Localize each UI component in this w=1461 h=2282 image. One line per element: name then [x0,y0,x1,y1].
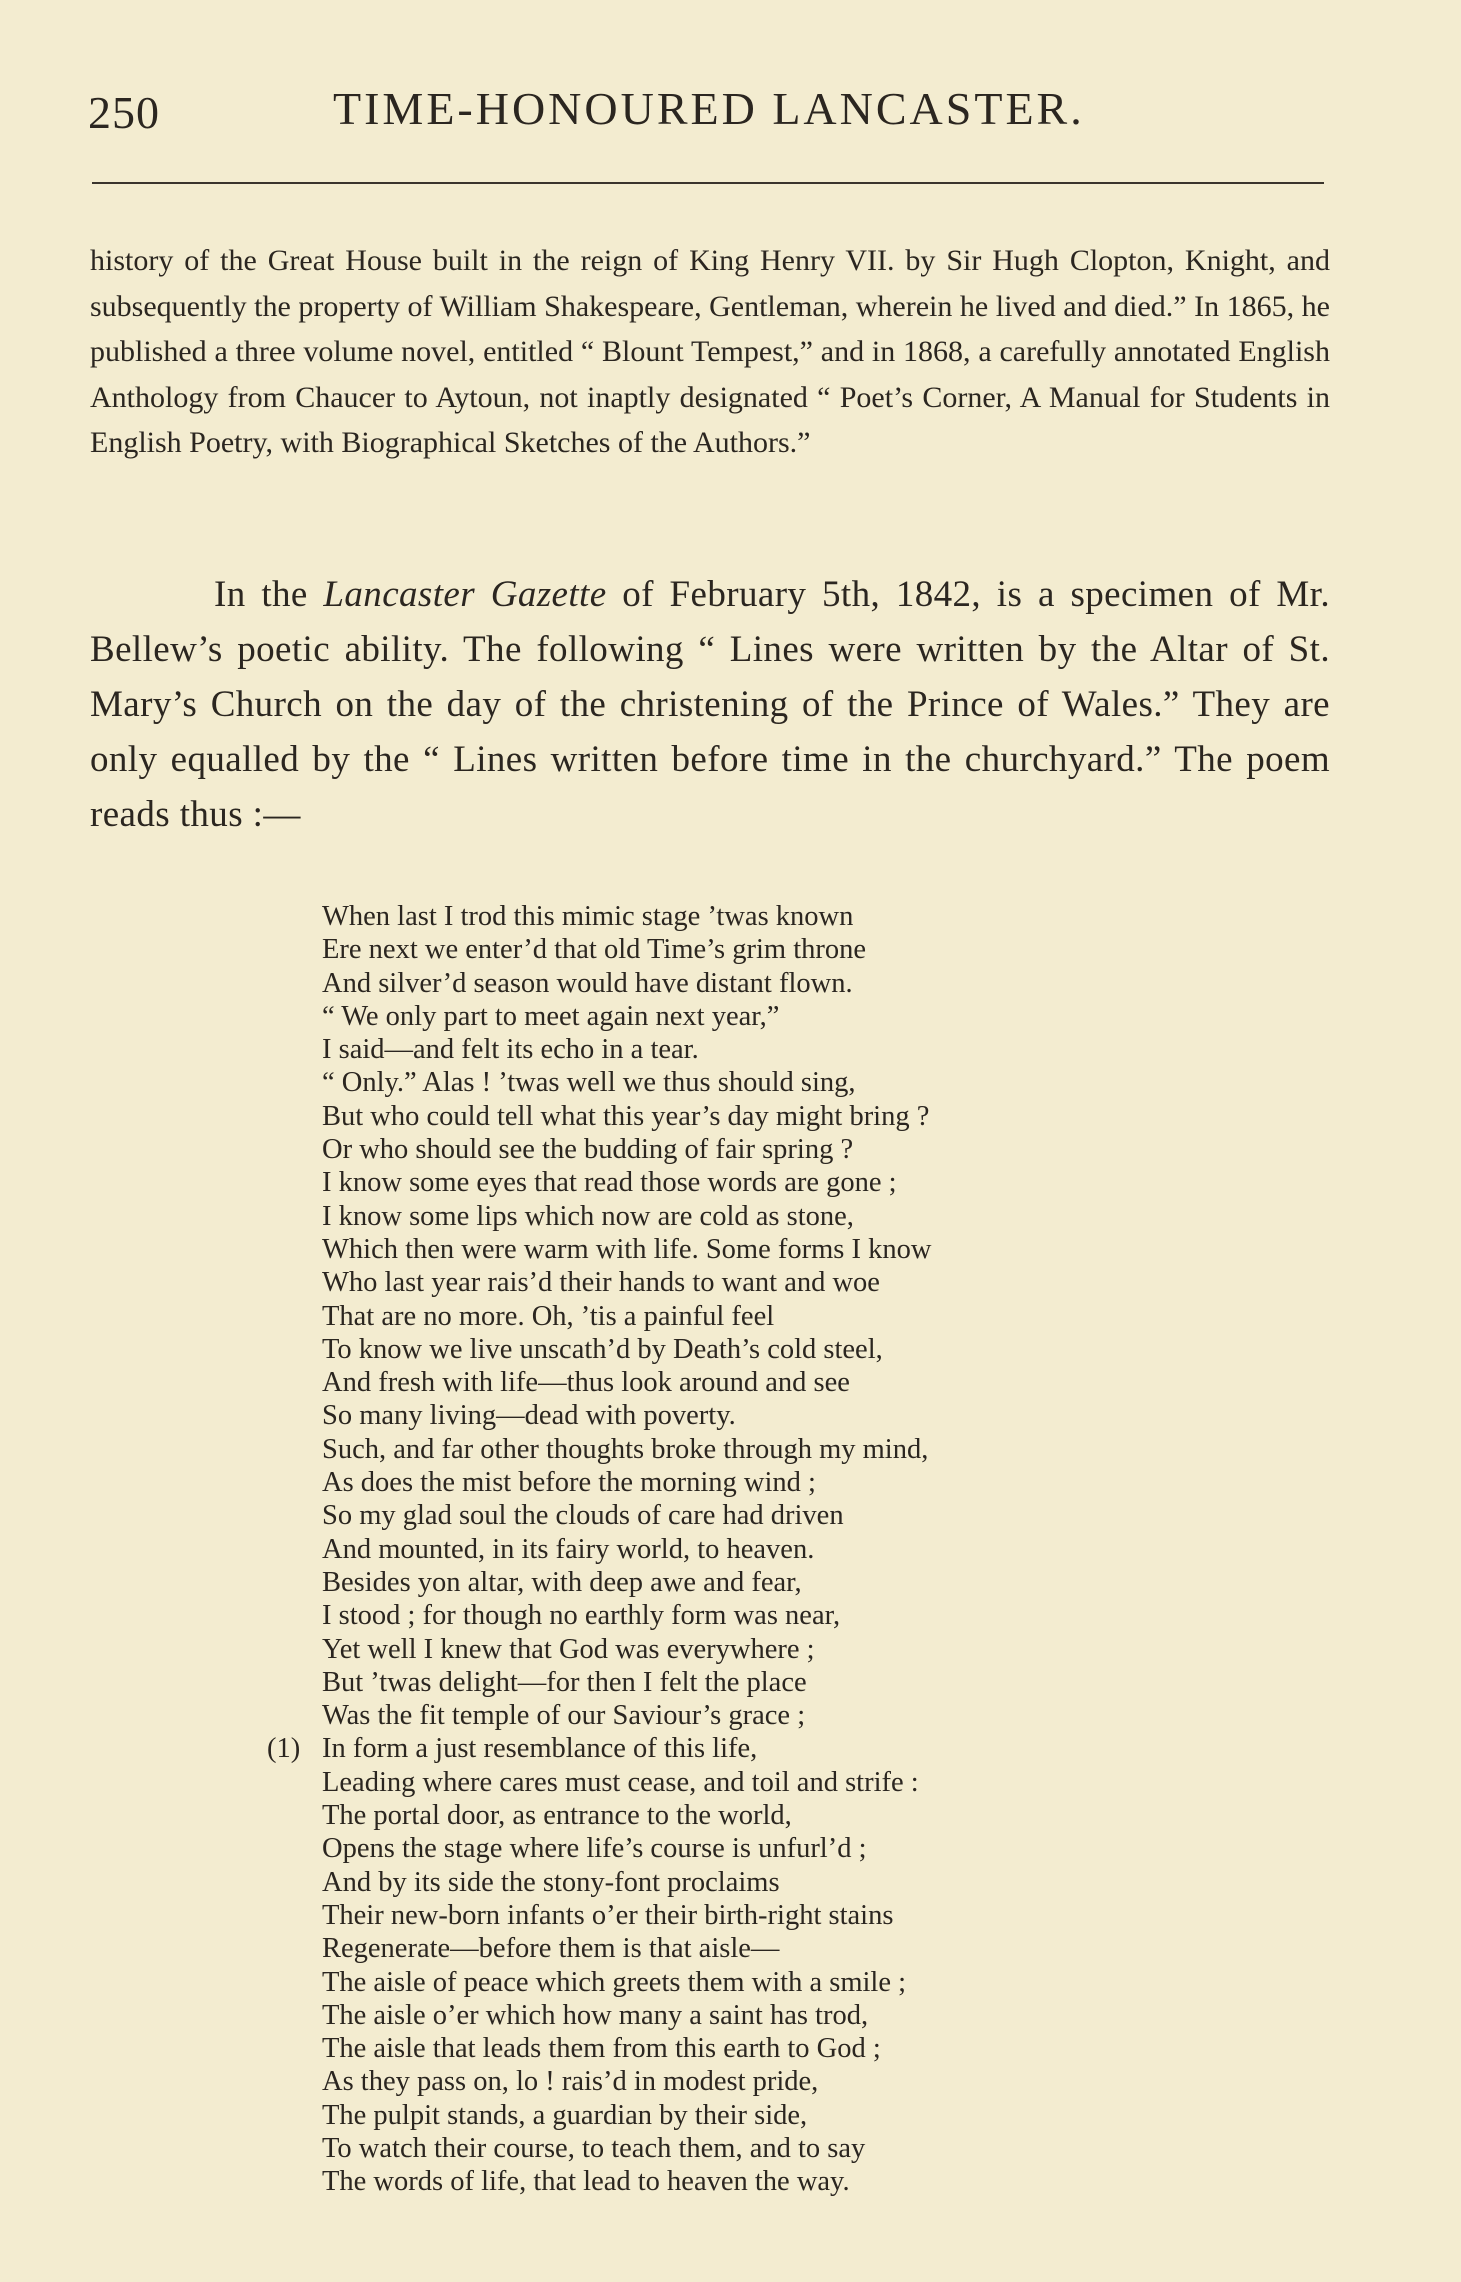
footnote-marker: (1) [267,1733,301,1765]
poem-line-text: But ’twas delight—for then I felt the place [322,1666,807,1698]
poem-line [322,1266,1182,1299]
poem-line-text: Their new-born infants o’er their birth-right stains [322,1899,894,1931]
poem-line [322,1999,1182,2032]
page-number: 250 [88,87,160,138]
poem-line [322,1899,1182,1932]
poem-line-text: Yet well I knew that God was everywhere ; [322,1633,815,1665]
poem-line-text: In form a just resemblance of this life, [322,1733,758,1765]
poem-line-text: And silver’d season would have distant flown. [322,967,853,999]
poem-line [322,2032,1182,2065]
poem-line [267,1732,1182,1765]
poem-line [322,1866,1182,1899]
poem-line-text: As they pass on, lo ! rais’d in modest pride, [322,2066,819,2098]
poem-line [322,2132,1182,2165]
poem-line-text: I know some eyes that read those words are gone ; [322,1167,897,1199]
poem-line-text: Which then were warm with life. Some forms I know [322,1233,932,1265]
poem-line [322,1699,1182,1732]
header-rule [92,182,1324,184]
poem-line [322,2099,1182,2132]
poem-line-text: “ Only.” Alas ! ’twas well we thus should sing, [322,1067,856,1099]
poem-line-text: Who last year rais’d their hands to want and woe [322,1267,880,1299]
poem-line [322,1166,1182,1199]
poem-line-text: The aisle o’er which how many a saint has trod, [322,1999,869,2031]
poem-line-text: Such, and far other thoughts broke through my mind, [322,1433,929,1465]
poem-line [322,1066,1182,1099]
poem-line [322,1799,1182,1832]
poem-line [322,1766,1182,1799]
poem-line-text: And fresh with life—thus look around and see [322,1367,850,1399]
poem-line-text: But who could tell what this year’s day might bring ? [322,1100,930,1132]
paragraph-biography [90,238,1330,466]
poem-line-text: And mounted, in its fairy world, to heaven. [322,1533,815,1565]
poem-line-text: The aisle of peace which greets them with a smile ; [322,1966,907,1998]
paragraph-gazette [90,567,1330,842]
poem-line [322,1932,1182,1965]
poem-line-text: Regenerate—before them is that aisle— [322,1933,780,1965]
poem-line [322,1300,1182,1333]
poem-line-text: So my glad soul the clouds of care had driven [322,1500,844,1532]
poem-line-text: I know some lips which now are cold as stone, [322,1200,854,1232]
page-header [88,82,1328,142]
paragraph-text [90,567,1330,842]
poem-line [322,1566,1182,1599]
poem-line [322,1133,1182,1166]
poem-line-text: Or who should see the budding of fair spring ? [322,1134,854,1166]
poem-line [322,1599,1182,1632]
poem-line [322,1633,1182,1666]
poem-line [322,1100,1182,1133]
poem-line [322,1533,1182,1566]
poem-line-text: As does the mist before the morning wind ; [322,1467,816,1499]
poem-line [322,1333,1182,1366]
poem-line [322,1832,1182,1865]
poem-line-text: To know we live unscath’d by Death’s cold steel, [322,1333,883,1365]
poem-line-text: When last I trod this mimic stage ’twas known [322,901,854,932]
poem-line [322,1433,1182,1466]
poem-line [322,1366,1182,1399]
poem-line-text: And by its side the stony-font proclaims [322,1866,780,1898]
poem-line-text: Besides yon altar, with deep awe and fear, [322,1566,802,1598]
paragraph-text-before: In the [214,574,324,615]
poem-line-text: I stood ; for though no earthly form was near, [322,1600,841,1632]
poem-line [322,1466,1182,1499]
poem-line [322,1399,1182,1432]
poem-line-text: The aisle that leads them from this earth to God ; [322,2033,881,2065]
poem-line-text: I said—and felt its echo in a tear. [322,1034,699,1066]
poem-line-text: Ere next we enter’d that old Time’s grim throne [322,934,867,966]
poem-line-text: The pulpit stands, a guardian by their side, [322,2099,808,2131]
poem-line-text: To watch their course, to teach them, and to say [322,2132,866,2164]
poem-line [322,1966,1182,1999]
paragraph-text-after: of February 5th, 1842, is a specimen of Mr. Bellew’s poetic ability. The following “ Lines were written by the Altar of St. Mary’s Church on the day of the christening of the Prince of Wales.” They are only equalled by the “ Lines written before time in the churchyard.” The poem reads thus :— [90,574,1331,835]
poem-line [322,1033,1182,1066]
poem-line [322,1000,1182,1033]
poem-line [322,900,1182,933]
poem-line [322,933,1182,966]
poem-line-text: “ We only part to meet again next year,” [322,1000,780,1032]
paragraph-text: history of the Great House built in the reign of King Henry VII. by Sir Hugh Clopton, Knight, and subsequently the property of William Shakespeare, Gentleman, wherein he lived and died.” In 1865, he published a three volume novel, entitled “ Blount Tempest,” and in 1868, a carefully annotated English Anthology from Chaucer to Aytoun, not inaptly designated “ Poet’s Corner, A Manual for Students in English Poetry, with Biographical Sketches of the Authors.” [90,244,1330,459]
poem-line-text: Opens the stage where life’s course is unfurl’d ; [322,1833,867,1865]
poem-line-text: The words of life, that lead to heaven the way. [322,2166,850,2198]
poem-line [322,1666,1182,1699]
poem-line-text: So many living—dead with poverty. [322,1400,736,1432]
poem [267,900,1182,2199]
poem-line-text: Was the fit temple of our Saviour’s grace ; [322,1700,806,1732]
poem-line [322,2065,1182,2098]
poem-line [322,2165,1182,2198]
poem-line-text: That are no more. Oh, ’tis a painful feel [322,1300,775,1332]
poem-line [322,1200,1182,1233]
poem-line-text: Leading where cares must cease, and toil and strife : [322,1766,919,1798]
newspaper-title: Lancaster Gazette [323,574,607,615]
poem-line [322,1233,1182,1266]
poem-line [322,967,1182,1000]
poem-line-text: The portal door, as entrance to the world, [322,1800,792,1832]
running-title: TIME-HONOURED LANCASTER. [333,83,1085,134]
poem-line [322,1499,1182,1532]
